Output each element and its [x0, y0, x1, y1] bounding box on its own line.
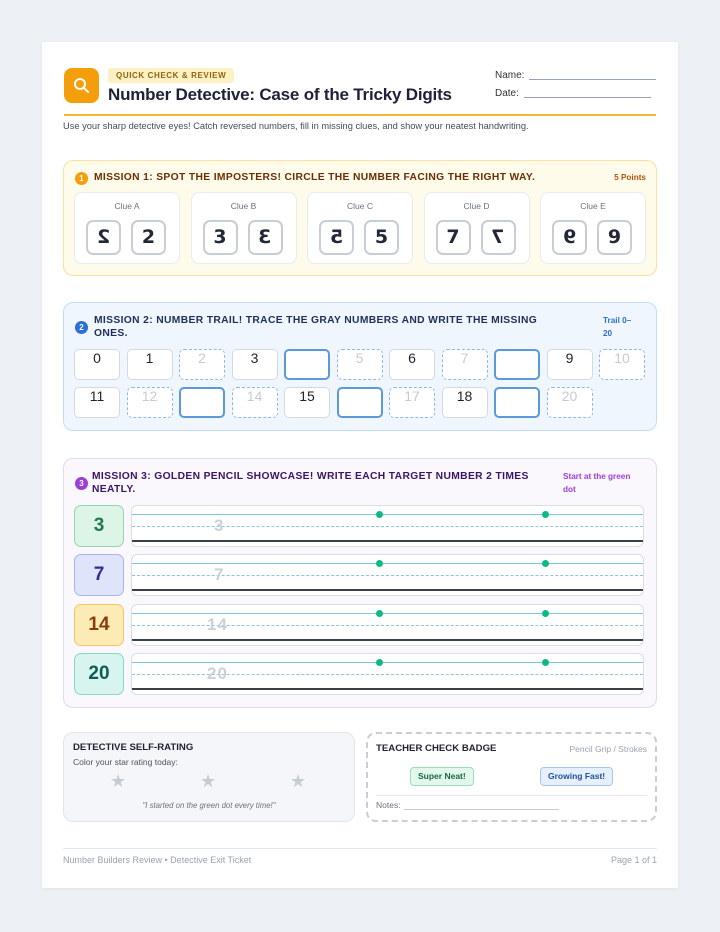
given-number: 18 [442, 387, 488, 418]
digit-choice[interactable] [248, 220, 283, 255]
trace-number: 3 [214, 516, 225, 535]
handwriting-line[interactable] [131, 554, 644, 596]
given-number: 3 [232, 349, 278, 380]
self-rating-instruction: Color your star rating today: [73, 757, 178, 767]
name-field[interactable] [495, 70, 524, 81]
trace-number[interactable]: 17 [389, 387, 435, 418]
green-start-dot [542, 511, 549, 518]
trace-number[interactable]: 10 [599, 349, 645, 380]
base-guide-line [132, 688, 643, 690]
clue-card [424, 192, 530, 264]
digit-choice[interactable] [597, 220, 632, 255]
clue-label: Clue C [347, 201, 373, 211]
target-number: 20 [74, 653, 124, 695]
given-number: 0 [74, 349, 120, 380]
mission-2-title [94, 314, 537, 340]
self-rating-title: DETECTIVE SELF-RATING [73, 742, 194, 753]
handwriting-line[interactable] [131, 604, 644, 646]
mission-1-panel [63, 160, 657, 276]
name-label: Name: [495, 70, 525, 81]
given-number: 11 [74, 387, 120, 418]
digit-text: 9 [562, 226, 577, 248]
green-start-dot [542, 610, 549, 617]
green-start-dot [542, 560, 549, 567]
digit-text: 7 [446, 226, 460, 248]
teacher-divider [376, 795, 647, 796]
super-neat-badge[interactable]: Super Neat! [410, 767, 474, 786]
notes-label: Notes: [376, 800, 401, 810]
clue-card [307, 192, 413, 264]
base-guide-line [132, 540, 643, 542]
digit-text: 2 [141, 226, 156, 248]
self-rating-quote: "I started on the green dot every time!" [142, 801, 276, 810]
trace-number[interactable]: 12 [127, 387, 173, 418]
footer-left-text: Number Builders Review • Detective Exit Ticket [63, 855, 252, 865]
teacher-check-title: TEACHER CHECK BADGE [376, 743, 497, 754]
date-field[interactable] [495, 88, 519, 99]
mission-2-title-line: MISSION 2: NUMBER TRAIL! TRACE THE GRAY NUMBERS AND WRITE THE MISSING [94, 315, 538, 326]
green-start-dot [376, 511, 383, 518]
missing-number-box[interactable] [494, 349, 540, 380]
digit-text: 5 [329, 226, 344, 248]
top-guide-line [132, 613, 643, 614]
mission-3-panel [63, 458, 657, 708]
trace-number: 14 [207, 614, 228, 634]
digit-text: 9 [607, 226, 622, 248]
digit-text: 2 [96, 226, 111, 248]
worksheet-header [64, 66, 656, 116]
page-title: Number Detective: Case of the Tricky Digits [108, 85, 452, 104]
page-footer [63, 848, 657, 865]
handwriting-line[interactable] [131, 505, 644, 547]
green-start-dot [376, 659, 383, 666]
green-start-dot [542, 659, 549, 666]
trace-number[interactable]: 5 [337, 349, 383, 380]
mission-2-panel [63, 302, 657, 431]
top-guide-line [132, 563, 643, 564]
clue-card [74, 192, 180, 264]
given-number: 15 [284, 387, 330, 418]
mission-number-badge: 2 [75, 321, 88, 334]
target-number: 7 [74, 554, 124, 596]
digit-choice[interactable] [481, 220, 516, 255]
mission-number-badge: 1 [75, 172, 88, 185]
clue-card [540, 192, 646, 264]
footer-page-number: Page 1 of 1 [610, 855, 657, 865]
mission-1-points: 5 Points [614, 173, 646, 182]
mission-2-range [603, 314, 631, 340]
mid-guide-line [132, 526, 643, 527]
trace-number[interactable]: 20 [547, 387, 593, 418]
base-guide-line [132, 589, 643, 591]
missing-number-box[interactable] [494, 387, 540, 418]
date-line[interactable] [524, 97, 651, 98]
mission-3-title [92, 470, 529, 496]
magnifier-icon [64, 68, 99, 103]
digit-choice[interactable] [364, 220, 399, 255]
mission-2-title-line: ONES. [94, 328, 128, 339]
top-guide-line [132, 662, 643, 663]
teacher-check-criteria: Pencil Grip / Strokes [569, 744, 647, 754]
digit-choice[interactable] [552, 220, 587, 255]
digit-text: 5 [374, 226, 389, 248]
star-icon[interactable]: ★ [110, 771, 127, 792]
self-rating-box [63, 732, 355, 822]
given-number: 9 [547, 349, 593, 380]
digit-choice[interactable] [319, 220, 354, 255]
green-start-dot [376, 610, 383, 617]
mission-3-hint [563, 470, 630, 496]
mid-guide-line [132, 575, 643, 576]
growing-fast-badge[interactable]: Growing Fast! [540, 767, 613, 786]
teacher-check-box [366, 732, 657, 822]
top-guide-line [132, 514, 643, 515]
digit-choice[interactable] [203, 220, 238, 255]
missing-number-box[interactable] [179, 387, 225, 418]
hint-line: Start at the green [563, 472, 631, 481]
given-number: 1 [127, 349, 173, 380]
digit-choice[interactable] [86, 220, 121, 255]
clue-label: Clue E [580, 201, 606, 211]
trace-number: 7 [214, 565, 225, 585]
clue-label: Clue D [463, 201, 490, 211]
trace-number: 20 [207, 663, 228, 683]
name-line[interactable] [529, 79, 656, 80]
trace-number[interactable]: 7 [442, 349, 488, 380]
clue-label: Clue B [230, 201, 257, 211]
notes-line[interactable] [404, 809, 559, 810]
star-icon[interactable]: ★ [290, 771, 307, 792]
worksheet-page [42, 42, 678, 888]
clue-label: Clue A [114, 201, 140, 211]
range-line: Trail 0– [603, 316, 632, 325]
green-start-dot [376, 560, 383, 567]
mission-number-badge: 3 [75, 477, 88, 490]
trace-number[interactable]: 14 [232, 387, 278, 418]
range-line: 20 [603, 329, 613, 338]
trace-number[interactable]: 2 [179, 349, 225, 380]
date-label: Date: [495, 88, 519, 99]
instructions-text: Use your sharp detective eyes! Catch reversed numbers, fill in missing clues, and show your neatest handwriting. [63, 121, 529, 131]
hint-line: dot [563, 485, 576, 494]
missing-number-box[interactable] [284, 349, 330, 380]
given-number: 6 [389, 349, 435, 380]
digit-choice[interactable] [131, 220, 166, 255]
digit-text: 7 [491, 226, 505, 248]
mission-1-title: MISSION 1: SPOT THE IMPOSTERS! CIRCLE THE NUMBER FACING THE RIGHT WAY. [94, 172, 536, 183]
target-number: 14 [74, 604, 124, 646]
mission-3-title-line: MISSION 3: GOLDEN PENCIL SHOWCASE! WRITE EACH TARGET NUMBER 2 TIMES [92, 471, 529, 482]
mission-3-title-line: NEATLY. [92, 484, 136, 495]
star-icon[interactable]: ★ [200, 771, 217, 792]
clue-card [191, 192, 297, 264]
quick-check-tag: QUICK CHECK & REVIEW [108, 68, 234, 83]
digit-text: 3 [213, 226, 227, 248]
digit-text: 3 [258, 226, 272, 248]
missing-number-box[interactable] [337, 387, 383, 418]
handwriting-line[interactable] [131, 653, 644, 695]
target-number: 3 [74, 505, 124, 547]
base-guide-line [132, 639, 643, 641]
digit-choice[interactable] [436, 220, 471, 255]
